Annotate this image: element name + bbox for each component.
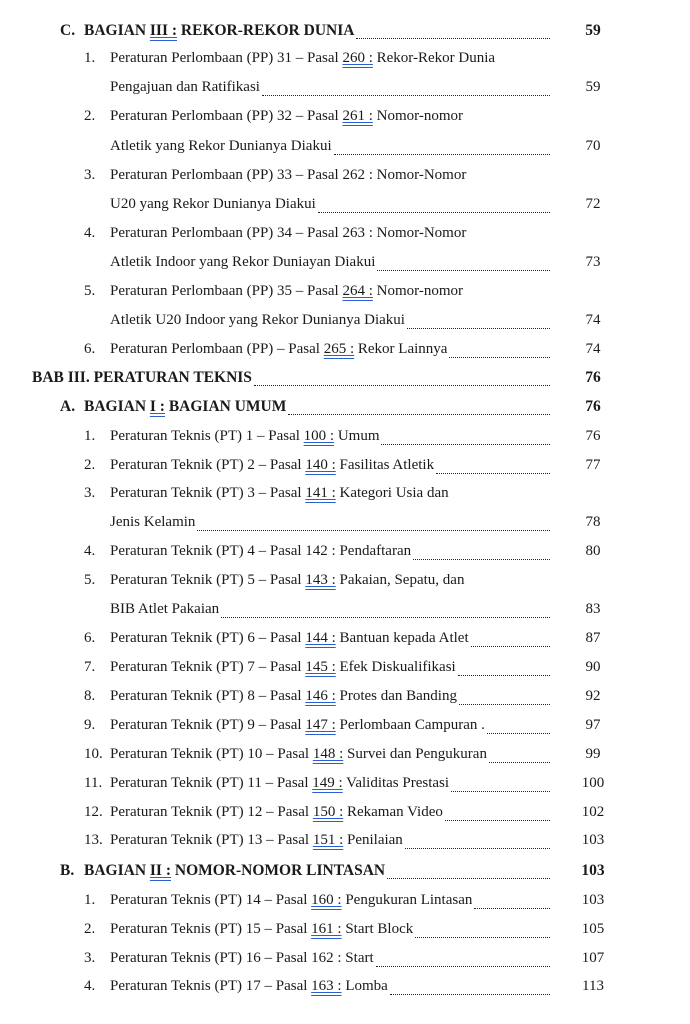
article-reference-link: 140 : — [305, 457, 336, 473]
toc-entry[interactable] — [0, 369, 690, 393]
toc-entry-title — [110, 457, 434, 474]
toc-entry-number: 2. — [84, 921, 96, 937]
toc-entry-number: 4. — [84, 978, 96, 994]
article-reference-link: 146 : — [305, 688, 336, 704]
toc-entry-title — [110, 312, 405, 329]
toc-entry-title — [110, 485, 449, 502]
toc-entry-text: Pengajuan dan Ratifikasi — [110, 79, 260, 95]
toc-entry-number: 5. — [84, 283, 96, 299]
dot-leader — [407, 328, 550, 329]
dot-leader — [487, 733, 550, 734]
toc-entry-number: 1. — [84, 892, 96, 908]
toc-entry[interactable] — [0, 601, 690, 625]
page-number: 97 — [585, 717, 601, 733]
toc-entry-title — [84, 862, 385, 880]
toc-entry-text: Survei dan Pengukuran — [343, 746, 487, 762]
toc-entry-title — [110, 283, 463, 300]
toc-entry-text: Peraturan Teknik (PT) 10 – Pasal — [110, 746, 313, 762]
toc-entry-text: Nomor-nomor — [372, 283, 463, 299]
article-reference-link: 151 : — [312, 832, 344, 848]
toc-entry[interactable] — [0, 138, 690, 162]
dot-leader — [387, 878, 550, 879]
toc-entry-title — [110, 892, 472, 909]
article-reference-link: 260 : — [342, 50, 373, 66]
page-number: 59 — [585, 79, 601, 95]
article-reference-link: 160 : — [311, 892, 342, 908]
toc-entry-number: 6. — [84, 630, 96, 646]
page-number: 113 — [582, 978, 604, 994]
toc-entry-text: BAGIAN UMUM — [164, 398, 287, 415]
toc-entry-text: Rekaman Video — [343, 804, 443, 820]
article-reference-link: I : — [149, 398, 165, 415]
dot-leader — [197, 530, 550, 531]
toc-entry-title — [110, 630, 469, 647]
toc-entry-number: 4. — [84, 225, 96, 241]
dot-leader — [471, 646, 550, 647]
toc-entry-number: C. — [60, 22, 76, 39]
dot-leader — [288, 414, 550, 415]
toc-entry[interactable] — [0, 572, 690, 596]
toc-entry-text: Peraturan Perlombaan (PP) 31 – Pasal — [110, 50, 343, 66]
toc-entry-text: Peraturan Teknik (PT) 5 – Pasal — [110, 572, 306, 588]
dot-leader — [318, 212, 550, 213]
toc-entry-title — [110, 978, 388, 995]
toc-entry-number: 11. — [84, 775, 103, 791]
toc-entry-title — [110, 254, 375, 271]
toc-entry-text: Protes dan Banding — [335, 688, 457, 704]
toc-entry-number: B. — [60, 862, 75, 879]
toc-entry-number: 3. — [84, 950, 96, 966]
toc-entry-number: 5. — [84, 572, 96, 588]
toc-entry-text: REKOR-REKOR DUNIA — [177, 22, 355, 39]
page-number: 83 — [585, 601, 601, 617]
toc-entry[interactable] — [0, 22, 690, 46]
page-number: 76 — [585, 369, 601, 386]
toc-entry-title — [110, 921, 413, 938]
dot-leader — [376, 966, 550, 967]
toc-entry-text: Efek Diskualifikasi — [335, 659, 456, 675]
toc-entry-text: Jenis Kelamin — [110, 514, 196, 530]
toc-entry[interactable] — [0, 921, 690, 945]
toc-entry-number: 10. — [84, 746, 103, 762]
page-number: 87 — [585, 630, 601, 646]
page-number: 76 — [585, 398, 601, 415]
toc-entry[interactable] — [0, 196, 690, 220]
toc-entry-title — [110, 601, 219, 618]
article-reference-link: 150 : — [312, 804, 344, 820]
dot-leader — [262, 95, 550, 96]
toc-entry-text: Nomor-nomor — [372, 108, 463, 124]
toc-entry-text: Peraturan Perlombaan (PP) 34 – Pasal 263 : Nomor-Nomor — [110, 225, 467, 241]
toc-entry-text: BIB Atlet Pakaian — [110, 601, 220, 617]
toc-entry-text: BAGIAN — [84, 398, 150, 415]
toc-entry-text: Peraturan Teknik (PT) 6 – Pasal — [110, 630, 306, 646]
article-reference-link: 148 : — [312, 746, 344, 762]
article-reference-link: 145 : — [305, 659, 336, 675]
article-reference-link: 163 : — [311, 978, 342, 994]
article-reference-link: 147 : — [305, 717, 336, 733]
toc-entry[interactable] — [0, 108, 690, 132]
page-number: 105 — [581, 921, 605, 937]
page-number: 74 — [585, 312, 601, 328]
toc-entry-number: 1. — [84, 428, 96, 444]
toc-entry[interactable] — [0, 630, 690, 654]
toc-entry-text: Peraturan Teknis (PT) 17 – Pasal — [110, 978, 312, 994]
page-number: 99 — [585, 746, 601, 762]
page-number: 100 — [581, 775, 605, 791]
toc-entry[interactable] — [0, 514, 690, 538]
dot-leader — [405, 848, 550, 849]
dot-leader — [451, 791, 550, 792]
dot-leader — [334, 154, 550, 155]
toc-entry-text: Bantuan kepada Atlet — [335, 630, 469, 646]
dot-leader — [381, 444, 550, 445]
toc-entry[interactable] — [0, 254, 690, 278]
toc-entry-title — [110, 341, 447, 358]
toc-entry[interactable] — [0, 167, 690, 191]
toc-entry-text: Fasilitas Atletik — [335, 457, 435, 473]
article-reference-link: 141 : — [305, 485, 336, 501]
dot-leader — [377, 270, 550, 271]
toc-entry-text: U20 yang Rekor Dunianya Diakui — [110, 196, 316, 212]
article-reference-link: 264 : — [342, 283, 373, 299]
toc-entry-number: 2. — [84, 108, 96, 124]
toc-entry-text: Atletik yang Rekor Dunianya Diakui — [110, 138, 332, 154]
dot-leader — [221, 617, 550, 618]
toc-entry[interactable] — [0, 312, 690, 336]
article-reference-link: II : — [149, 862, 171, 879]
dot-leader — [449, 357, 550, 358]
toc-entry-text: Peraturan Teknik (PT) 12 – Pasal — [110, 804, 313, 820]
page-number: 74 — [585, 341, 601, 357]
toc-entry-title — [110, 572, 464, 589]
toc-entry-text: Peraturan Teknis (PT) 1 – Pasal — [110, 428, 304, 444]
dot-leader — [459, 704, 550, 705]
toc-entry[interactable] — [0, 543, 690, 567]
toc-entry-text: Peraturan Teknik (PT) 7 – Pasal — [110, 659, 306, 675]
article-reference-link: 265 : — [323, 341, 355, 357]
toc-entry-number: 4. — [84, 543, 96, 559]
toc-entry-title — [110, 543, 411, 560]
toc-entry-title — [110, 108, 463, 125]
toc-entry-text: Atletik Indoor yang Rekor Duniayan Diakui — [110, 254, 376, 270]
article-reference-link: 100 : — [303, 428, 335, 444]
dot-leader — [458, 675, 550, 676]
toc-entry-number: 12. — [84, 804, 103, 820]
page-number: 90 — [585, 659, 601, 675]
toc-entry-text: Atletik U20 Indoor yang Rekor Dunianya Diakui — [110, 312, 405, 328]
toc-entry-text: BAB III. PERATURAN TEKNIS — [32, 369, 252, 386]
toc-entry-title — [110, 746, 487, 763]
toc-entry[interactable] — [0, 892, 690, 916]
toc-entry-title — [110, 50, 495, 67]
page-number: 73 — [585, 254, 601, 270]
dot-leader — [445, 820, 550, 821]
toc-entry-title — [84, 22, 354, 40]
toc-entry[interactable] — [0, 862, 690, 886]
toc-entry[interactable] — [0, 398, 690, 422]
toc-entry-text: Perlombaan Campuran . — [335, 717, 485, 733]
toc-entry-title — [84, 398, 286, 416]
toc-entry[interactable] — [0, 225, 690, 249]
toc-entry[interactable] — [0, 457, 690, 481]
page-number: 77 — [585, 457, 601, 473]
toc-entry[interactable] — [0, 775, 690, 799]
toc-entry-text: BAGIAN — [84, 22, 150, 39]
toc-entry-title — [110, 804, 443, 821]
toc-entry-text: Peraturan Perlombaan (PP) 32 – Pasal — [110, 108, 343, 124]
dot-leader — [436, 473, 550, 474]
toc-entry[interactable] — [0, 950, 690, 974]
toc-entry-title — [110, 832, 403, 849]
toc-entry-text: Pengukuran Lintasan — [341, 892, 473, 908]
page-number: 102 — [581, 804, 605, 820]
toc-entry-text: Pakaian, Sepatu, dan — [335, 572, 465, 588]
toc-entry[interactable] — [0, 79, 690, 103]
toc-entry-title — [110, 514, 195, 531]
dot-leader — [413, 559, 550, 560]
toc-entry-text: Peraturan Teknik (PT) 9 – Pasal — [110, 717, 306, 733]
toc-entry-title — [110, 79, 260, 96]
toc-entry-text: Start Block — [341, 921, 414, 937]
page-number: 76 — [585, 428, 601, 444]
toc-entry-title — [110, 138, 332, 155]
toc-entry[interactable] — [0, 428, 690, 452]
toc-entry[interactable] — [0, 659, 690, 683]
page-number: 103 — [581, 832, 605, 848]
page-number: 103 — [581, 862, 605, 879]
toc-entry[interactable] — [0, 717, 690, 741]
toc-entry[interactable] — [0, 804, 690, 828]
toc-entry-title — [110, 950, 374, 967]
page-number: 80 — [585, 543, 601, 559]
toc-entry[interactable] — [0, 50, 690, 74]
page-number: 70 — [585, 138, 601, 154]
toc-entry-title — [110, 717, 485, 734]
article-reference-link: 149 : — [312, 775, 343, 791]
toc-entry-title — [110, 196, 316, 213]
toc-entry-title — [110, 428, 379, 445]
toc-entry[interactable] — [0, 283, 690, 307]
toc-entry[interactable] — [0, 832, 690, 856]
page-number: 103 — [581, 892, 605, 908]
toc-entry[interactable] — [0, 341, 690, 365]
toc-entry-text: Peraturan Perlombaan (PP) – Pasal — [110, 341, 324, 357]
page-number: 92 — [585, 688, 601, 704]
toc-entry-number: 3. — [84, 485, 96, 501]
dot-leader — [390, 994, 550, 995]
toc-entry[interactable] — [0, 485, 690, 509]
article-reference-link: III : — [149, 22, 178, 39]
toc-entry-text: Validitas Prestasi — [342, 775, 450, 791]
dot-leader — [415, 937, 550, 938]
toc-entry-text: Peraturan Teknik (PT) 4 – Pasal 142 : Pendaftaran — [110, 543, 412, 559]
toc-entry-text: BAGIAN — [84, 862, 150, 879]
toc-entry-title — [110, 775, 449, 792]
article-reference-link: 161 : — [311, 921, 342, 937]
toc-entry-text: Peraturan Teknis (PT) 14 – Pasal — [110, 892, 312, 908]
toc-entry-title — [110, 688, 457, 705]
article-reference-link: 143 : — [305, 572, 336, 588]
toc-entry-text: Peraturan Teknis (PT) 15 – Pasal — [110, 921, 312, 937]
toc-entry-number: 3. — [84, 167, 96, 183]
toc-entry-text: Kategori Usia dan — [335, 485, 449, 501]
toc-entry-text: NOMOR-NOMOR LINTASAN — [171, 862, 386, 879]
toc-entry-number: 2. — [84, 457, 96, 473]
toc-entry-text: Peraturan Perlombaan (PP) 33 – Pasal 262 : Nomor-Nomor — [110, 167, 467, 183]
toc-entry-text: Peraturan Teknik (PT) 13 – Pasal — [110, 832, 313, 848]
toc-entry-number: 8. — [84, 688, 96, 704]
toc-entry-text: Lomba — [341, 978, 388, 994]
toc-entry-title — [32, 369, 252, 387]
toc-entry-text: Umum — [334, 428, 380, 444]
toc-entry-text: Rekor Lainnya — [354, 341, 448, 357]
dot-leader — [489, 762, 550, 763]
article-reference-link: 261 : — [342, 108, 373, 124]
toc-entry-text: Rekor-Rekor Dunia — [372, 50, 496, 66]
toc-entry-number: 6. — [84, 341, 96, 357]
toc-entry-text: Peraturan Perlombaan (PP) 35 – Pasal — [110, 283, 343, 299]
toc-entry-text: Peraturan Teknik (PT) 2 – Pasal — [110, 457, 306, 473]
page-number: 107 — [581, 950, 605, 966]
toc-entry-text: Peraturan Teknik (PT) 8 – Pasal — [110, 688, 306, 704]
toc-entry-text: Peraturan Teknik (PT) 3 – Pasal — [110, 485, 306, 501]
page-number: 72 — [585, 196, 601, 212]
toc-entry-number: 13. — [84, 832, 103, 848]
toc-entry-number: 7. — [84, 659, 96, 675]
toc-entry-title — [110, 225, 466, 242]
toc-entry-number: A. — [60, 398, 76, 415]
dot-leader — [356, 38, 550, 39]
page-number: 59 — [585, 22, 601, 39]
dot-leader — [474, 908, 550, 909]
page-number: 78 — [585, 514, 601, 530]
toc-entry-title — [110, 167, 466, 184]
toc-entry-number: 1. — [84, 50, 96, 66]
article-reference-link: 144 : — [305, 630, 336, 646]
toc-entry[interactable] — [0, 746, 690, 770]
toc-entry-title — [110, 659, 456, 676]
toc-entry[interactable] — [0, 978, 690, 1002]
toc-entry-text: Peraturan Teknis (PT) 16 – Pasal 162 : Start — [110, 950, 374, 966]
toc-entry-text: Peraturan Teknik (PT) 11 – Pasal — [110, 775, 313, 791]
toc-entry-text: Penilaian — [343, 832, 403, 848]
toc-entry[interactable] — [0, 688, 690, 712]
dot-leader — [254, 385, 550, 386]
toc-entry-number: 9. — [84, 717, 96, 733]
